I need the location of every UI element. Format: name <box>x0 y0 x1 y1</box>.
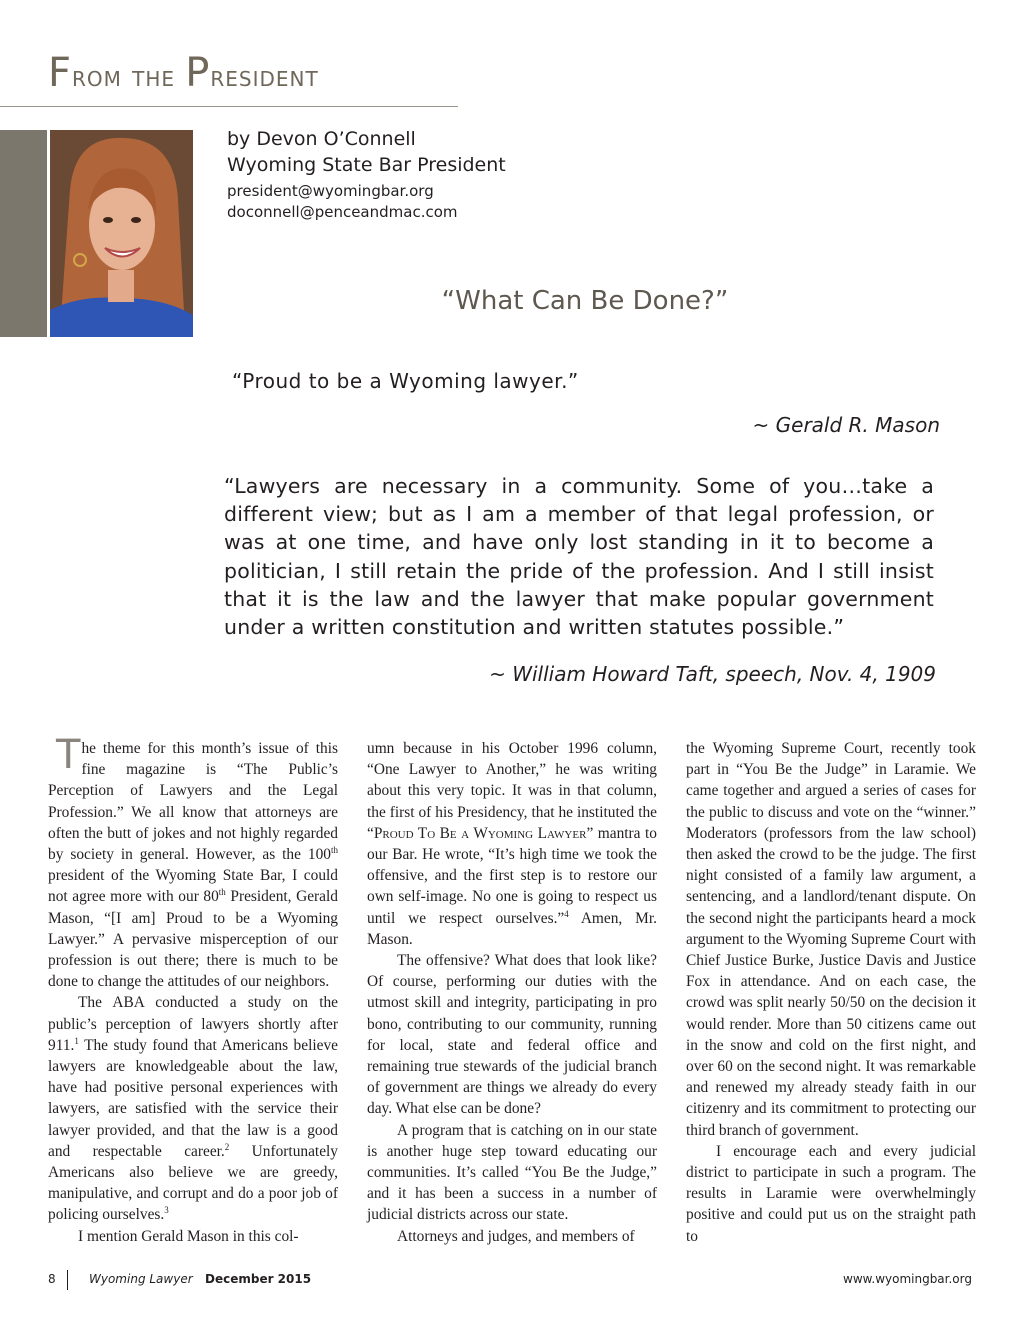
website-link[interactable]: www.wyomingbar.org <box>843 1272 972 1286</box>
body-column-1 <box>48 732 338 1247</box>
paragraph: umn because in his October 1996 column, “One Lawyer to Another,” he was writing about this very topic. It was in that column, the first of his Presidency, that he instituted the “Proud To Be a Wyoming Lawyer” mantra to our Bar. He wrote, “It’s high time we took the offensive, and the first step is to restore our own self-image. No one is going to respect us until we respect ourselves.”$^4$ Amen, Mr. Mason. <box>367 740 657 948</box>
title-rule <box>0 106 458 107</box>
footer-divider <box>67 1270 68 1290</box>
footnote-ref: 4 <box>564 908 569 919</box>
paragraph: the Wyoming Supreme Court, recently took part in “You Be the Judge” in Laramie. We came together and argued a series of cases for the public to discuss and vote on the “winner.” Moderators (professors from the law school) then asked the crowd to be the judge. The first night consisted of a family law argument, a sentencing, and a landlord/tenant dispute. On the second night the participants heard a mock argument to the Wyoming Supreme Court with Chief Justice Burke, Justice Davis and Justice Fox in attendance. And on each case, the crowd was split nearly 50/50 on the decision it would render. More than 50 citizens came out in the snow and cold on the first night, and over 60 on the second night. It was remarkable and renewed my already steady faith in our citizenry and its commitment to protecting our third branch of government. <box>686 740 976 1139</box>
email-link[interactable]: president@wyomingbar.org <box>227 182 434 200</box>
quote-attribution: ~ William Howard Taft, speech, Nov. 4, 1909 <box>489 662 936 686</box>
quote-attribution: ~ Gerald R. Mason <box>752 413 940 437</box>
footnote-ref: 3 <box>164 1205 169 1216</box>
email-link[interactable]: doconnell@penceandmac.com <box>227 203 458 221</box>
paragraph: The offensive? What does that look like? Of course, performing our duties with the utmost skill and integrity, participating in pro bono, contributing to our community, running for local, state and federal office and remaining true stewards of the judicial branch of government are things we already do every day. What else can be done? <box>367 952 657 1118</box>
magazine-name: Wyoming Lawyer <box>89 1272 193 1286</box>
footnote-ref: 2 <box>224 1141 230 1152</box>
author-role: Wyoming State Bar President <box>227 154 506 176</box>
section-title: From the President <box>48 50 319 96</box>
author-name: by Devon O’Connell <box>227 128 416 150</box>
drop-cap: T <box>56 732 81 778</box>
pull-quote: “Lawyers are necessary in a community. Some of you…take a different view; but as I am a member of that legal profession, or was at one time, and have only lost standing in it to become a politician, I still retain the pride of the profession. And I still insist that it is the law and the lawyer that make popular government under a written constitution and written statutes possible.” <box>224 474 934 640</box>
body-column-2 <box>367 738 657 1247</box>
paragraph: The ABA conducted a study on the public’s perception of lawyers shortly after 911.$^1$ The study found that Americans believe lawyers are knowledgeable about the law, have had positive personal experiences with lawyers, are satisfied with the service their lawyer provided, and that the law is a good and respectable career.$^2$ Unfortunately Americans also believe we are greedy, manipulative, and corrupt and do a poor job of policing ourselves.$^3$ <box>48 994 338 1224</box>
footnote-ref: 1 <box>74 1035 79 1046</box>
paragraph: The theme for this month’s issue of this fine magazine is “The Public’s Perception of Lawyers and the Legal Profession.” We all know that attorneys are often the butt of jokes and not highly regarded by society in general. However, as the 100th president of the Wyoming State Bar, I could not agree more with our 80th President, Gerald Mason, “[I am] Proud to be a Wyoming Lawyer.” A pervasive misperception of our profession is out there; there is much to be done to change the attitudes of our neighbors. <box>48 732 338 991</box>
paragraph: A program that is catching on in our state is another huge step toward educating our communities. It’s called “You Be the Judge,” and it has been a success in a number of judicial districts across our state. <box>367 1121 657 1224</box>
body-column-3 <box>686 738 976 1247</box>
pull-quote: “Proud to be a Wyoming lawyer.” <box>232 369 579 393</box>
article-headline: “What Can Be Done?” <box>441 286 729 316</box>
paragraph: I mention Gerald Mason in this col- <box>78 1227 299 1245</box>
page-number: 8 <box>48 1272 56 1286</box>
issue-date: December 2015 <box>205 1272 312 1286</box>
paragraph: Attorneys and judges, and members of <box>397 1227 635 1245</box>
author-byline <box>227 126 506 178</box>
paragraph: I encourage each and every judicial district to participate in such a program. The results in Laramie were overwhelmingly positive and could put us on the straight path to <box>686 1142 976 1245</box>
author-emails <box>227 181 458 223</box>
